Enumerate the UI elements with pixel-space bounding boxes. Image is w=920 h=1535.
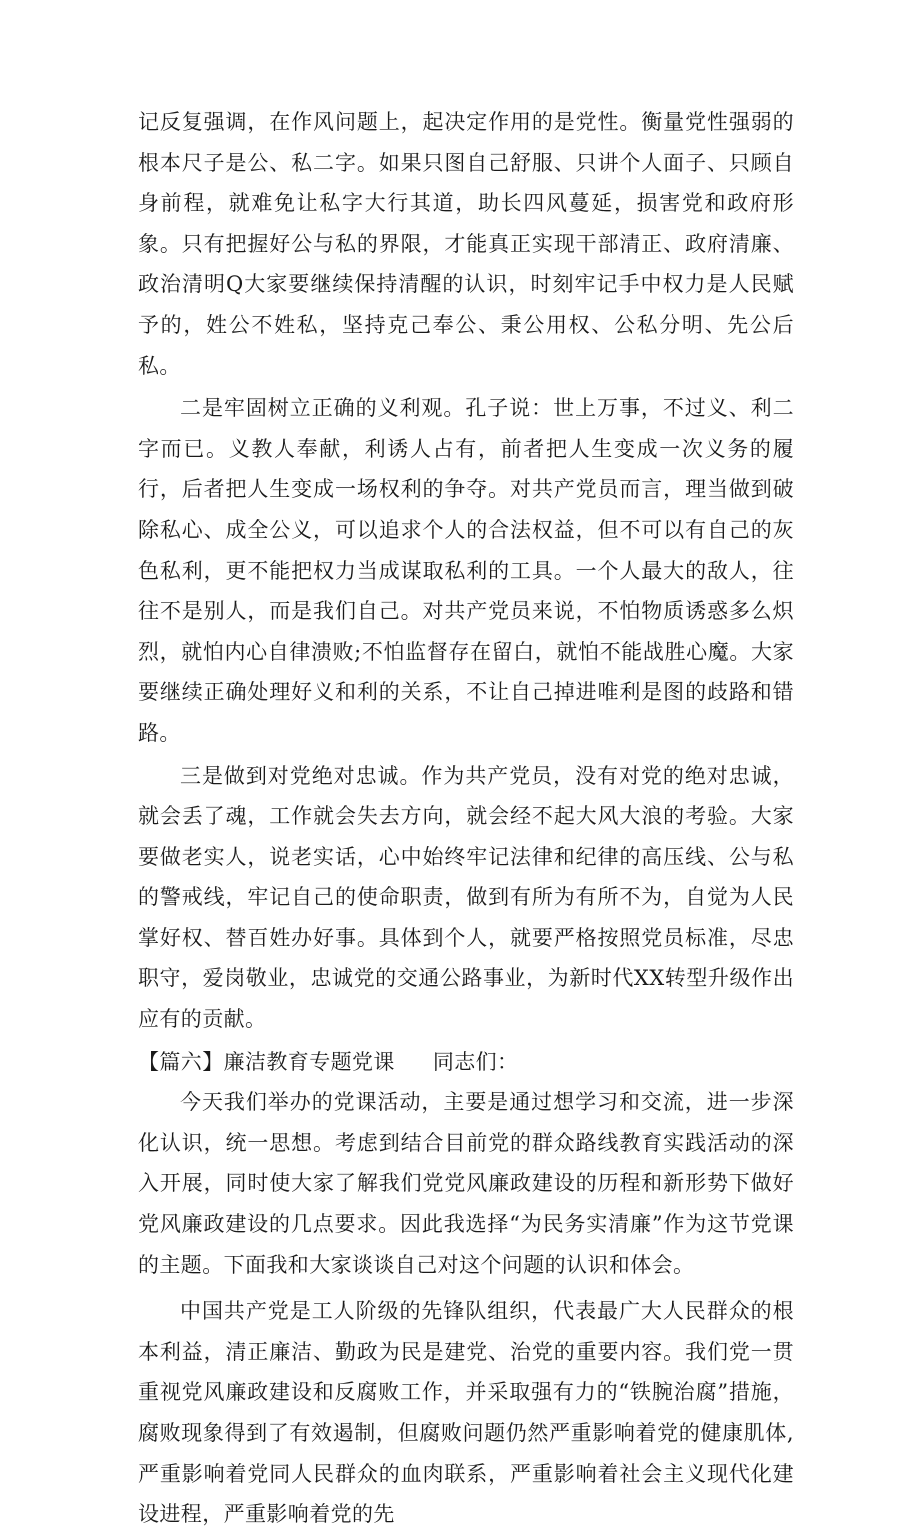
document-page xyxy=(138,102,794,1535)
paragraph-party-background: 中国共产党是工人阶级的先锋队组织，代表最广大人民群众的根本利益，清正廉洁、勤政为民是建党、治党的重要内容。我们党一贯重视党风廉政建设和反腐败工作，并采取强有力的“铁腕治腐”措施，腐败现象得到了有效遏制，但腐败问题仍然严重影响着党的健康肌体,严重影响着党同人民群众的血肉联系，严重影响着社会主义现代化建设进程，严重影响着党的先 xyxy=(138,1299,794,1527)
section-heading xyxy=(138,1042,794,1083)
paragraph-point-two: 二是牢固树立正确的义利观。孔子说：世上万事，不过义、利二字而已。义教人奉献，利诱人占有，前者把人生变成一次义务的履行，后者把人生变成一场权利的争夺。对共产党员而言，理当做到破除私心、成全公义，可以追求个人的合法权益，但不可以有自己的灰色私利，更不能把权力当成谋取私利的工具。一个人最大的敌人，往往不是别人，而是我们自己。对共产党员来说，不怕物质诱惑多么炽烈，就怕内心自律溃败;不怕监督存在留白，就怕不能战胜心魔。大家要继续正确处理好义和利的关系，不让自己掉进唯利是图的歧路和错路。 xyxy=(138,396,794,745)
greeting: 同志们： xyxy=(432,1049,519,1074)
paragraph-continued: 记反复强调，在作风问题上，起决定作用的是党性。衡量党性强弱的根本尺子是公、私二字。如果只图自己舒服、只讲个人面子、只顾自身前程，就难免让私字大行其道，助长四风蔓延，损害党和政府形象。只有把握好公与私的界限，才能真正实现干部清正、政府清廉、政治清明Q大家要继续保持清醒的认识，时刻牢记手中权力是人民赋予的，姓公不姓私，坚持克己奉公、秉公用权、公私分明、先公后私。 xyxy=(138,110,794,378)
section-label: 【篇六】廉洁教育专题党课 xyxy=(138,1049,395,1074)
paragraph-point-three: 三是做到对党绝对忠诚。作为共产党员，没有对党的绝对忠诚，就会丢了魂，工作就会失去方向，就会经不起大风大浪的考验。大家要做老实人，说老实话，心中始终牢记法律和纪律的高压线、公与私的警戒线，牢记自己的使命职责，做到有所为有所不为，自觉为人民掌好权、替百姓办好事。具体到个人，就要严格按照党员标准，尽忠职守，爱岗敬业，忠诚党的交通公路事业，为新时代XX转型升级作出应有的贡献。 xyxy=(138,763,794,1032)
paragraph-intro: 今天我们举办的党课活动，主要是通过想学习和交流，进一步深化认识，统一思想。考虑到结合目前党的群众路线教育实践活动的深入开展，同时使大家了解我们党党风廉政建设的历程和新形势下做好党风廉政建设的几点要求。因此我选择“为民务实清廉”作为这节党课的主题。下面我和大家谈谈自己对这个问题的认识和体会。 xyxy=(138,1090,794,1277)
